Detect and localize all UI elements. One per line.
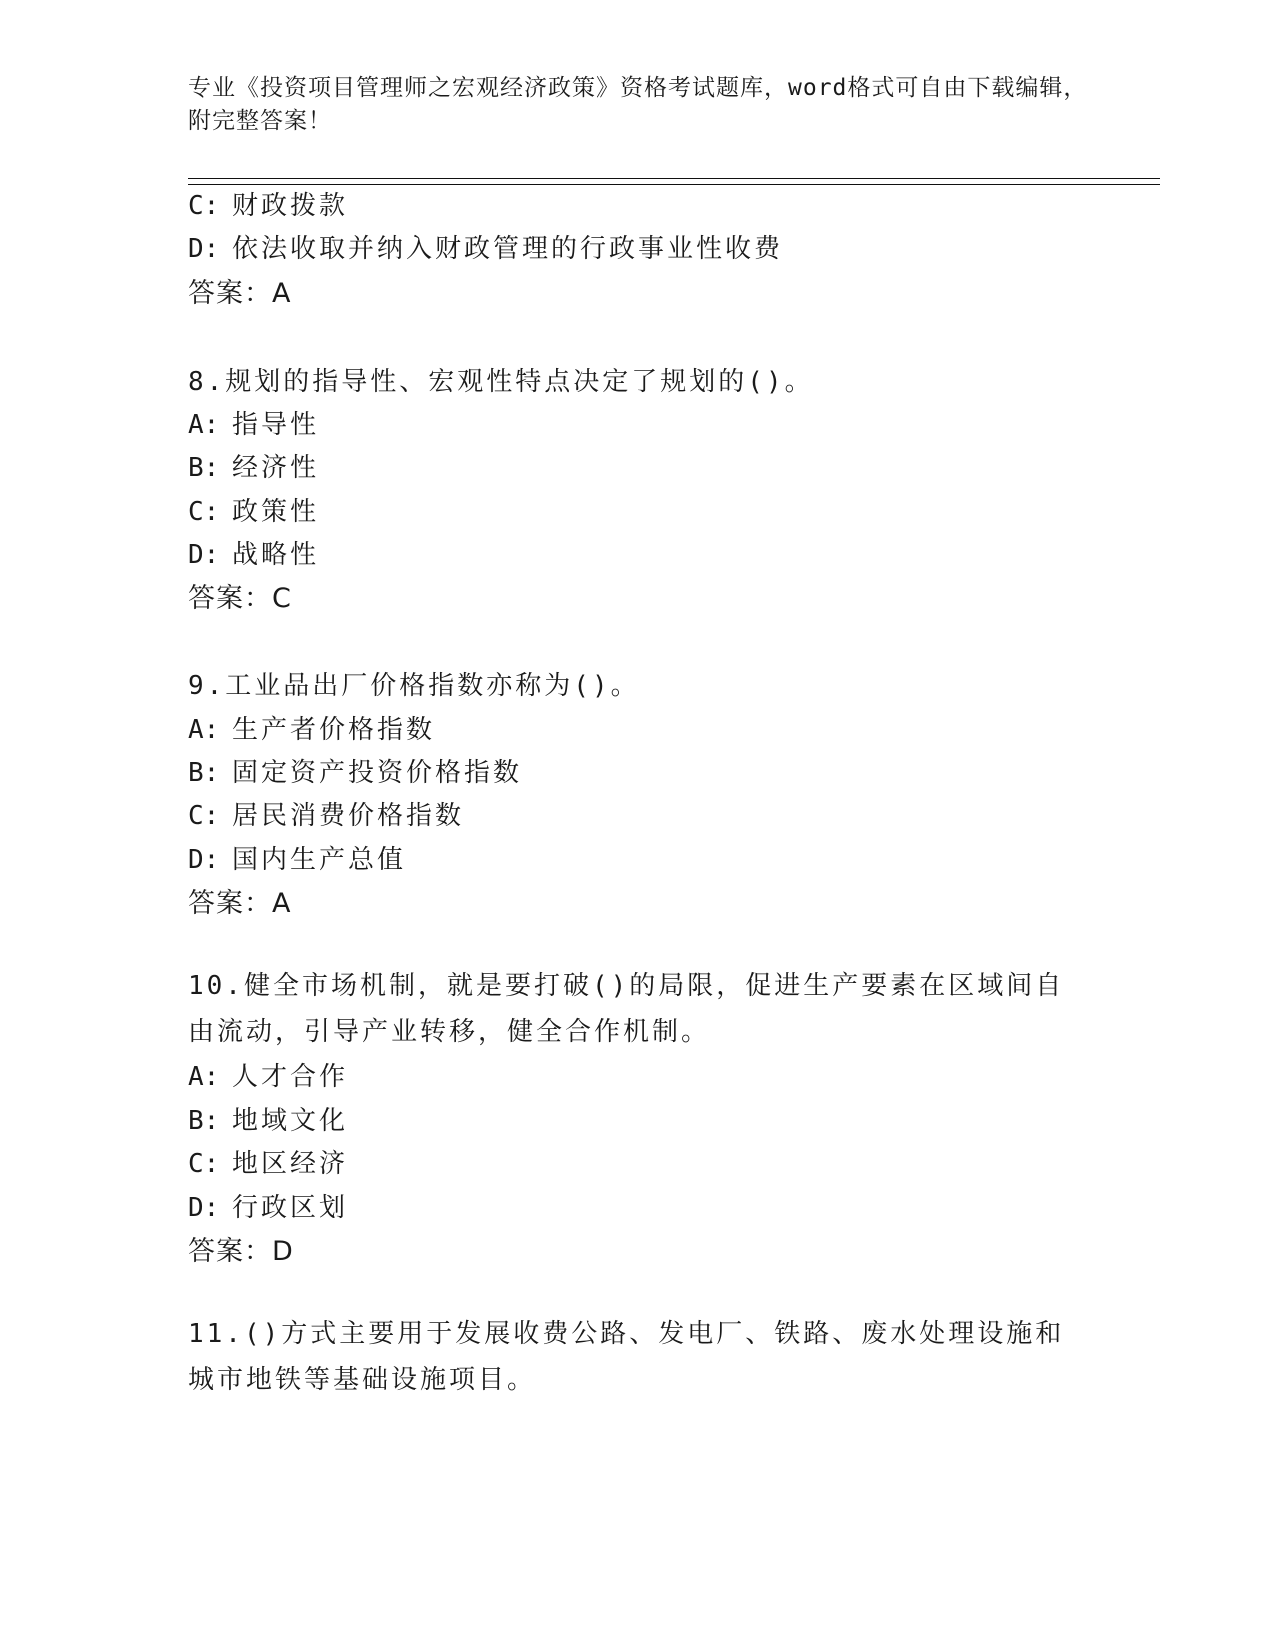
q9-option-c [188,799,464,833]
option-letter: B: [188,453,220,483]
option-text: 行政区划 [232,1193,349,1223]
q8-question: 8.规划的指导性、宏观性特点决定了规划的()。 [188,367,814,397]
option-text: 经济性 [232,453,320,483]
option-text: 政策性 [232,497,320,527]
q9-answer: 答案：A [188,888,292,919]
q9-question: 9.工业品出厂价格指数亦称为()。 [188,671,640,701]
q7-option-c [188,189,348,223]
option-text: 居民消费价格指数 [232,801,465,831]
option-letter: D: [188,845,220,875]
option-text: 地域文化 [232,1106,349,1136]
q8-option-b [188,451,319,485]
q11-question: 11.()方式主要用于发展收费公路、发电厂、铁路、废水处理设施和城市地铁等基础设施项目。 [188,1319,1065,1395]
q8-option-a [188,408,319,442]
option-letter: A: [188,715,220,745]
option-letter: C: [188,191,220,221]
option-letter: C: [188,801,220,831]
option-letter: C: [188,1149,220,1179]
q10-option-b [188,1104,348,1138]
option-text: 国内生产总值 [232,845,407,875]
option-text: 地区经济 [232,1149,349,1179]
q8-option-c [188,495,319,529]
q8-option-d [188,538,319,572]
q9-option-d [188,843,406,877]
option-text: 人才合作 [232,1062,349,1092]
q10-option-d [188,1191,348,1225]
q10-question: 10.健全市场机制，就是要打破()的局限，促进生产要素在区域间自由流动，引导产业转移，健全合作机制。 [188,971,1065,1047]
option-text: 依法收取并纳入财政管理的行政事业性收费 [232,234,784,264]
q10-option-a [188,1060,348,1094]
option-text: 生产者价格指数 [232,715,436,745]
header-rule-top [188,178,1160,179]
option-letter: D: [188,1193,220,1223]
option-text: 财政拨款 [232,191,349,221]
q10-answer: 答案：D [188,1236,294,1267]
option-letter: D: [188,234,220,264]
option-letter: C: [188,497,220,527]
option-letter: A: [188,1062,220,1092]
q7-option-d [188,232,783,266]
option-text: 指导性 [232,410,320,440]
q7-answer: 答案：A [188,278,292,309]
option-text: 战略性 [232,540,320,570]
option-letter: D: [188,540,220,570]
document-header: 专业《投资项目管理师之宏观经济政策》资格考试题库，word格式可自由下载编辑，附完整答案！ [188,75,1088,134]
q9-option-b [188,756,522,790]
option-letter: A: [188,410,220,440]
q10-option-c [188,1147,348,1181]
q8-answer: 答案：C [188,583,292,614]
option-text: 固定资产投资价格指数 [232,758,523,788]
option-letter: B: [188,1106,220,1136]
q9-option-a [188,713,435,747]
option-letter: B: [188,758,220,788]
header-rule-bottom [188,184,1160,185]
